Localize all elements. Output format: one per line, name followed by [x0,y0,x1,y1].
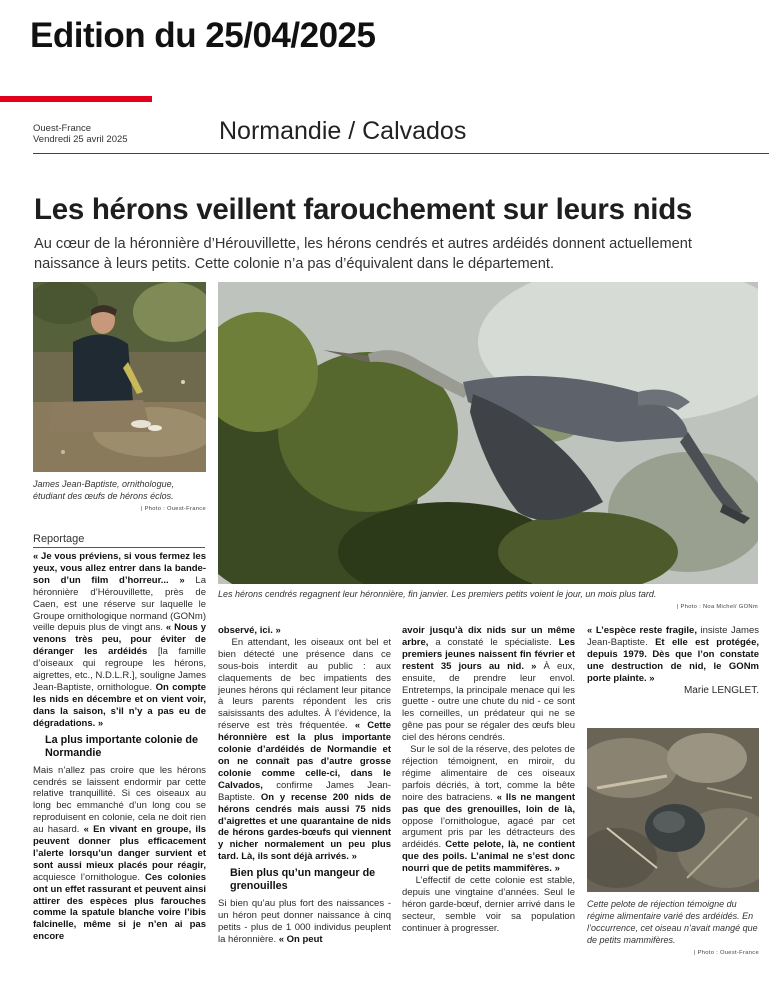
paper-date: Vendredi 25 avril 2025 [33,134,128,145]
ornithologist-photo-credit: | Photo : Ouest-France [140,506,206,512]
article-column-4 [587,625,759,696]
ornithologist-photo-caption: James Jean-Baptiste, ornithologue, étudiant des œufs de hérons éclos. [33,479,175,501]
body-paragraph: Si bien qu’au plus fort des naissances - un héron peut donner naissance à cinq petits - plus de 1 000 individus peuplent la héronnière. « On peut [218,898,391,945]
masthead-divider [33,153,769,154]
article-column-2 [218,625,391,946]
pellet-photo-credit: | Photo : Ouest-France [693,950,759,956]
article-lead: Au cœur de la héronnière d’Hérouvillette, les hérons cendrés et autres ardéidés donnent actuellement naissance à leurs petits. Cette colonie n’a pas d’équivalent dans le département. [34,236,692,272]
article-column-3 [402,625,575,935]
red-accent-bar [0,96,152,102]
author-signature: Marie LENGLET. [683,684,759,696]
heron-flight-photo-credit: | Photo : Noa Michel/ GONm [676,604,758,610]
heron-flight-photo-caption: Les hérons cendrés regagnent leur héronnière, fin janvier. Les premiers petits voient le jour, un mois plus tard. [218,589,657,599]
masthead [33,117,769,157]
subheading: Bien plus qu’un mangeur de grenouilles [230,867,376,893]
body-paragraph: « Je vous préviens, si vous fermez les yeux, vous allez entrer dans la bande-son d’un film d’horreur... » La héronnière d’Hérouvillette, près de Caen, est une réserve sur laquelle le Groupe ornithologique normand (GONm) veille depuis plus de vingt ans. « Nous y venons très peu, pour éviter de déranger les ardéidés [la famille d’oiseaux qui regroupe les hérons, aigrettes, etc., N.D.L.R.], souligne James Jean-Baptiste, ornithologue. On compte les nids en décembre et on vient voir, dans la saison, s’il n’y a pas eu de dégradations. » [33,551,207,729]
body-paragraph: Mais n’allez pas croire que les hérons cendrés se laissent endormir par cette relative tranquillité. Si ces oiseaux au long bec emmanché d’un long cou se reproduisent en colonie, cela ne doit rien au hasard. « En vivant en groupe, ils peuvent donner plus efficacement l’alerte lorsqu’un danger survient et sont aussi mieux placés pour réagir, acquiesce l’ornithologue. Ces colonies ont un effet rassurant et peuvent ainsi attirer des espèces plus farouches comme la spatule blanche voire l’ibis falcinelle, même si je n’en ai pas encore [33,764,206,943]
pellet-photo [587,728,759,892]
paper-name: Ouest-France [33,123,92,134]
edition-title: Edition du 25/04/2025 [30,16,376,55]
pellet-photo-caption: Cette pelote de réjection témoigne du régime alimentaire varié des ardéidés. En l’occurrence, cet oiseau n’avait mangé que de petits mammifères. [587,899,758,945]
subheading: La plus importante colonie de Normandie [45,733,198,759]
body-paragraph: observé, ici. » [218,625,281,636]
body-paragraph: avoir jusqu’à dix nids sur un même arbre, a constaté le spécialiste. Les premiers jeunes naissent fin février et restent 35 jours au nid. » À eux, ensuite, de prendre leur envol. Entretemps, la principale menace qui les guette - outre une chute du nid - ce sont les corneilles, un prédateur qui ne se gêne pas pour se régaler des œufs bleu ciel des hérons cendrés. [402,625,575,744]
body-paragraph: « L’espèce reste fragile, insiste James Jean-Baptiste. Et elle est protégée, depuis 1979. Dès que l’on constate une destruction de nid, le GONm porte plainte. » [587,625,759,684]
body-paragraph: Sur le sol de la réserve, des pelotes de réjection témoignent, en miroir, du régime alimentaire de ces oiseaux parfois décriés, à tort, comme la bête noire des batraciens. « Ils ne mangent pas que des grenouilles, loin de là, oppose l’ornithologue, agacé par cet argument pris par les détracteurs des ardéidés. Cette pelote, là, ne contient que des poils. L’animal ne s’est donc nourri que de petits mammifères. » [402,744,576,875]
rubric-divider [33,547,205,548]
rubric-label: Reportage [33,533,85,545]
article-column-1 [33,551,206,943]
ornithologist-photo [33,282,206,472]
section-title: Normandie / Calvados [219,117,467,145]
body-paragraph: L’effectif de cette colonie est stable, depuis une vingtaine d’années. Seul le héron garde-bœuf, dernier arrivé dans le secteur, semble voir sa population continuer à progresser. [402,875,576,934]
article-headline: Les hérons veillent farouchement sur leurs nids [34,193,693,226]
body-paragraph: En attendant, les oiseaux ont bel et bien détecté une présence dans ce sous-bois interdit au public : aux claquements de bec impatients des jeunes hérons qui réclament leur pitance à leurs parents répondent les cris saisissants des adultes. À l’évidence, la réserve est très fréquentée. « Cette héronnière est la plus importante colonie d’ardéidés de Normandie et on ne connaît pas d’autre grosse colonie comme celle-ci, dans le Calvados, confirme James Jean-Baptiste. On y recense 200 nids de hérons cendrés mais aussi 75 nids d’aigrettes et une quarantaine de nids de hérons gardes-bœufs qui viennent y nicher normalement un peu plus tard. Là, ils sont déjà arrivés. » [218,636,391,863]
heron-flight-photo [218,282,758,584]
